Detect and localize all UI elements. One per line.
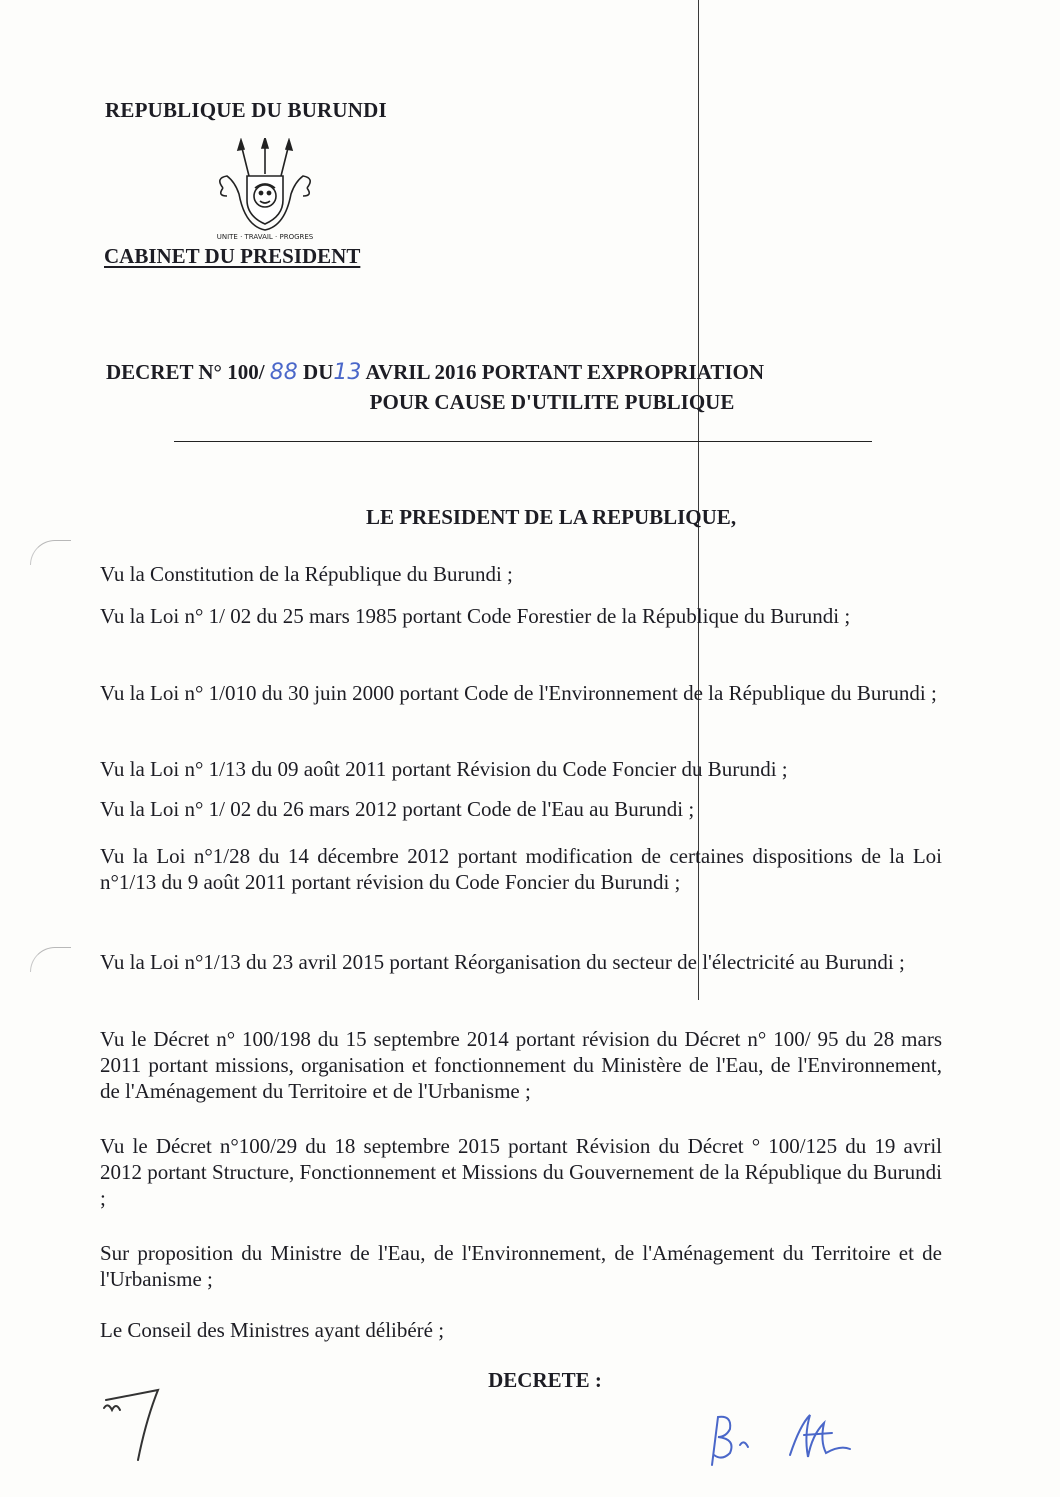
considerant-paragraph: Vu la Constitution de la République du Burundi ; <box>100 562 513 586</box>
punch-hole-mark <box>30 947 71 972</box>
punch-hole-mark <box>30 540 71 565</box>
decree-suffix: AVRIL 2016 PORTANT EXPROPRIATION <box>365 360 764 384</box>
considerant-paragraph: Vu la Loi n° 1/010 du 30 juin 2000 portant Code de l'Environnement de la République du Burundi ; <box>100 681 937 705</box>
considerant-paragraph: Le Conseil des Ministres ayant délibéré ; <box>100 1318 445 1342</box>
republic-heading: REPUBLIQUE DU BURUNDI <box>105 98 387 122</box>
considerant-paragraph: Vu la Loi n°1/28 du 14 décembre 2012 portant modification de certaines dispositions de la Loi n°1/13 du 9 août 2011 portant révision du Code Foncier du Burundi ; <box>100 844 942 894</box>
svg-text:UNITE · TRAVAIL · PROGRES: UNITE · TRAVAIL · PROGRES <box>216 233 314 241</box>
considerant-paragraph: Vu la Loi n° 1/ 02 du 25 mars 1985 portant Code Forestier de la République du Burundi ; <box>100 604 851 628</box>
coat-of-arms-emblem <box>205 138 325 242</box>
title-rule <box>174 441 872 442</box>
decree-prefix: DECRET N° 100/ <box>106 360 265 384</box>
considerant-paragraph: Vu la Loi n° 1/13 du 09 août 2011 portant Révision du Code Foncier du Burundi ; <box>100 757 788 781</box>
considerant-paragraph: Vu le Décret n° 100/198 du 15 septembre 2014 portant révision du Décret n° 100/ 95 du 28 mars 2011 portant missions, organisation et fonctionnement du Ministère de l'Eau, de l'Environnement, de l'Aménagement du Territoire et de l'Urbanisme ; <box>100 1027 942 1103</box>
decree-du: DU <box>303 360 334 384</box>
cabinet-heading: CABINET DU PRESIDENT <box>104 244 361 268</box>
decree-title-line2: POUR CAUSE D'UTILITE PUBLIQUE <box>369 390 735 414</box>
handwritten-decree-number: 88 <box>269 360 298 385</box>
considerant-paragraph: Vu le Décret n°100/29 du 18 septembre 2015 portant Révision du Décret ° 100/125 du 19 avril 2012 portant Structure, Fonctionnement et Missions du Gouvernement de la République du Burundi ; <box>100 1134 942 1210</box>
handwritten-decree-day: 13 <box>333 360 362 385</box>
decrete-heading: DECRETE : <box>488 1368 602 1392</box>
considerant-paragraph: Sur proposition du Ministre de l'Eau, de l'Environnement, de l'Aménagement du Territoire et de l'Urbanisme ; <box>100 1241 942 1291</box>
handwritten-initials-left <box>98 1380 168 1470</box>
decree-title-line1 <box>106 360 946 385</box>
considerant-paragraph: Vu la Loi n°1/13 du 23 avril 2015 portant Réorganisation du secteur de l'électricité au Burundi ; <box>100 950 905 974</box>
considerant-paragraph: Vu la Loi n° 1/ 02 du 26 mars 2012 portant Code de l'Eau au Burundi ; <box>100 797 695 821</box>
handwritten-initials-right <box>700 1405 860 1475</box>
president-heading: LE PRESIDENT DE LA REPUBLIQUE, <box>365 505 737 529</box>
